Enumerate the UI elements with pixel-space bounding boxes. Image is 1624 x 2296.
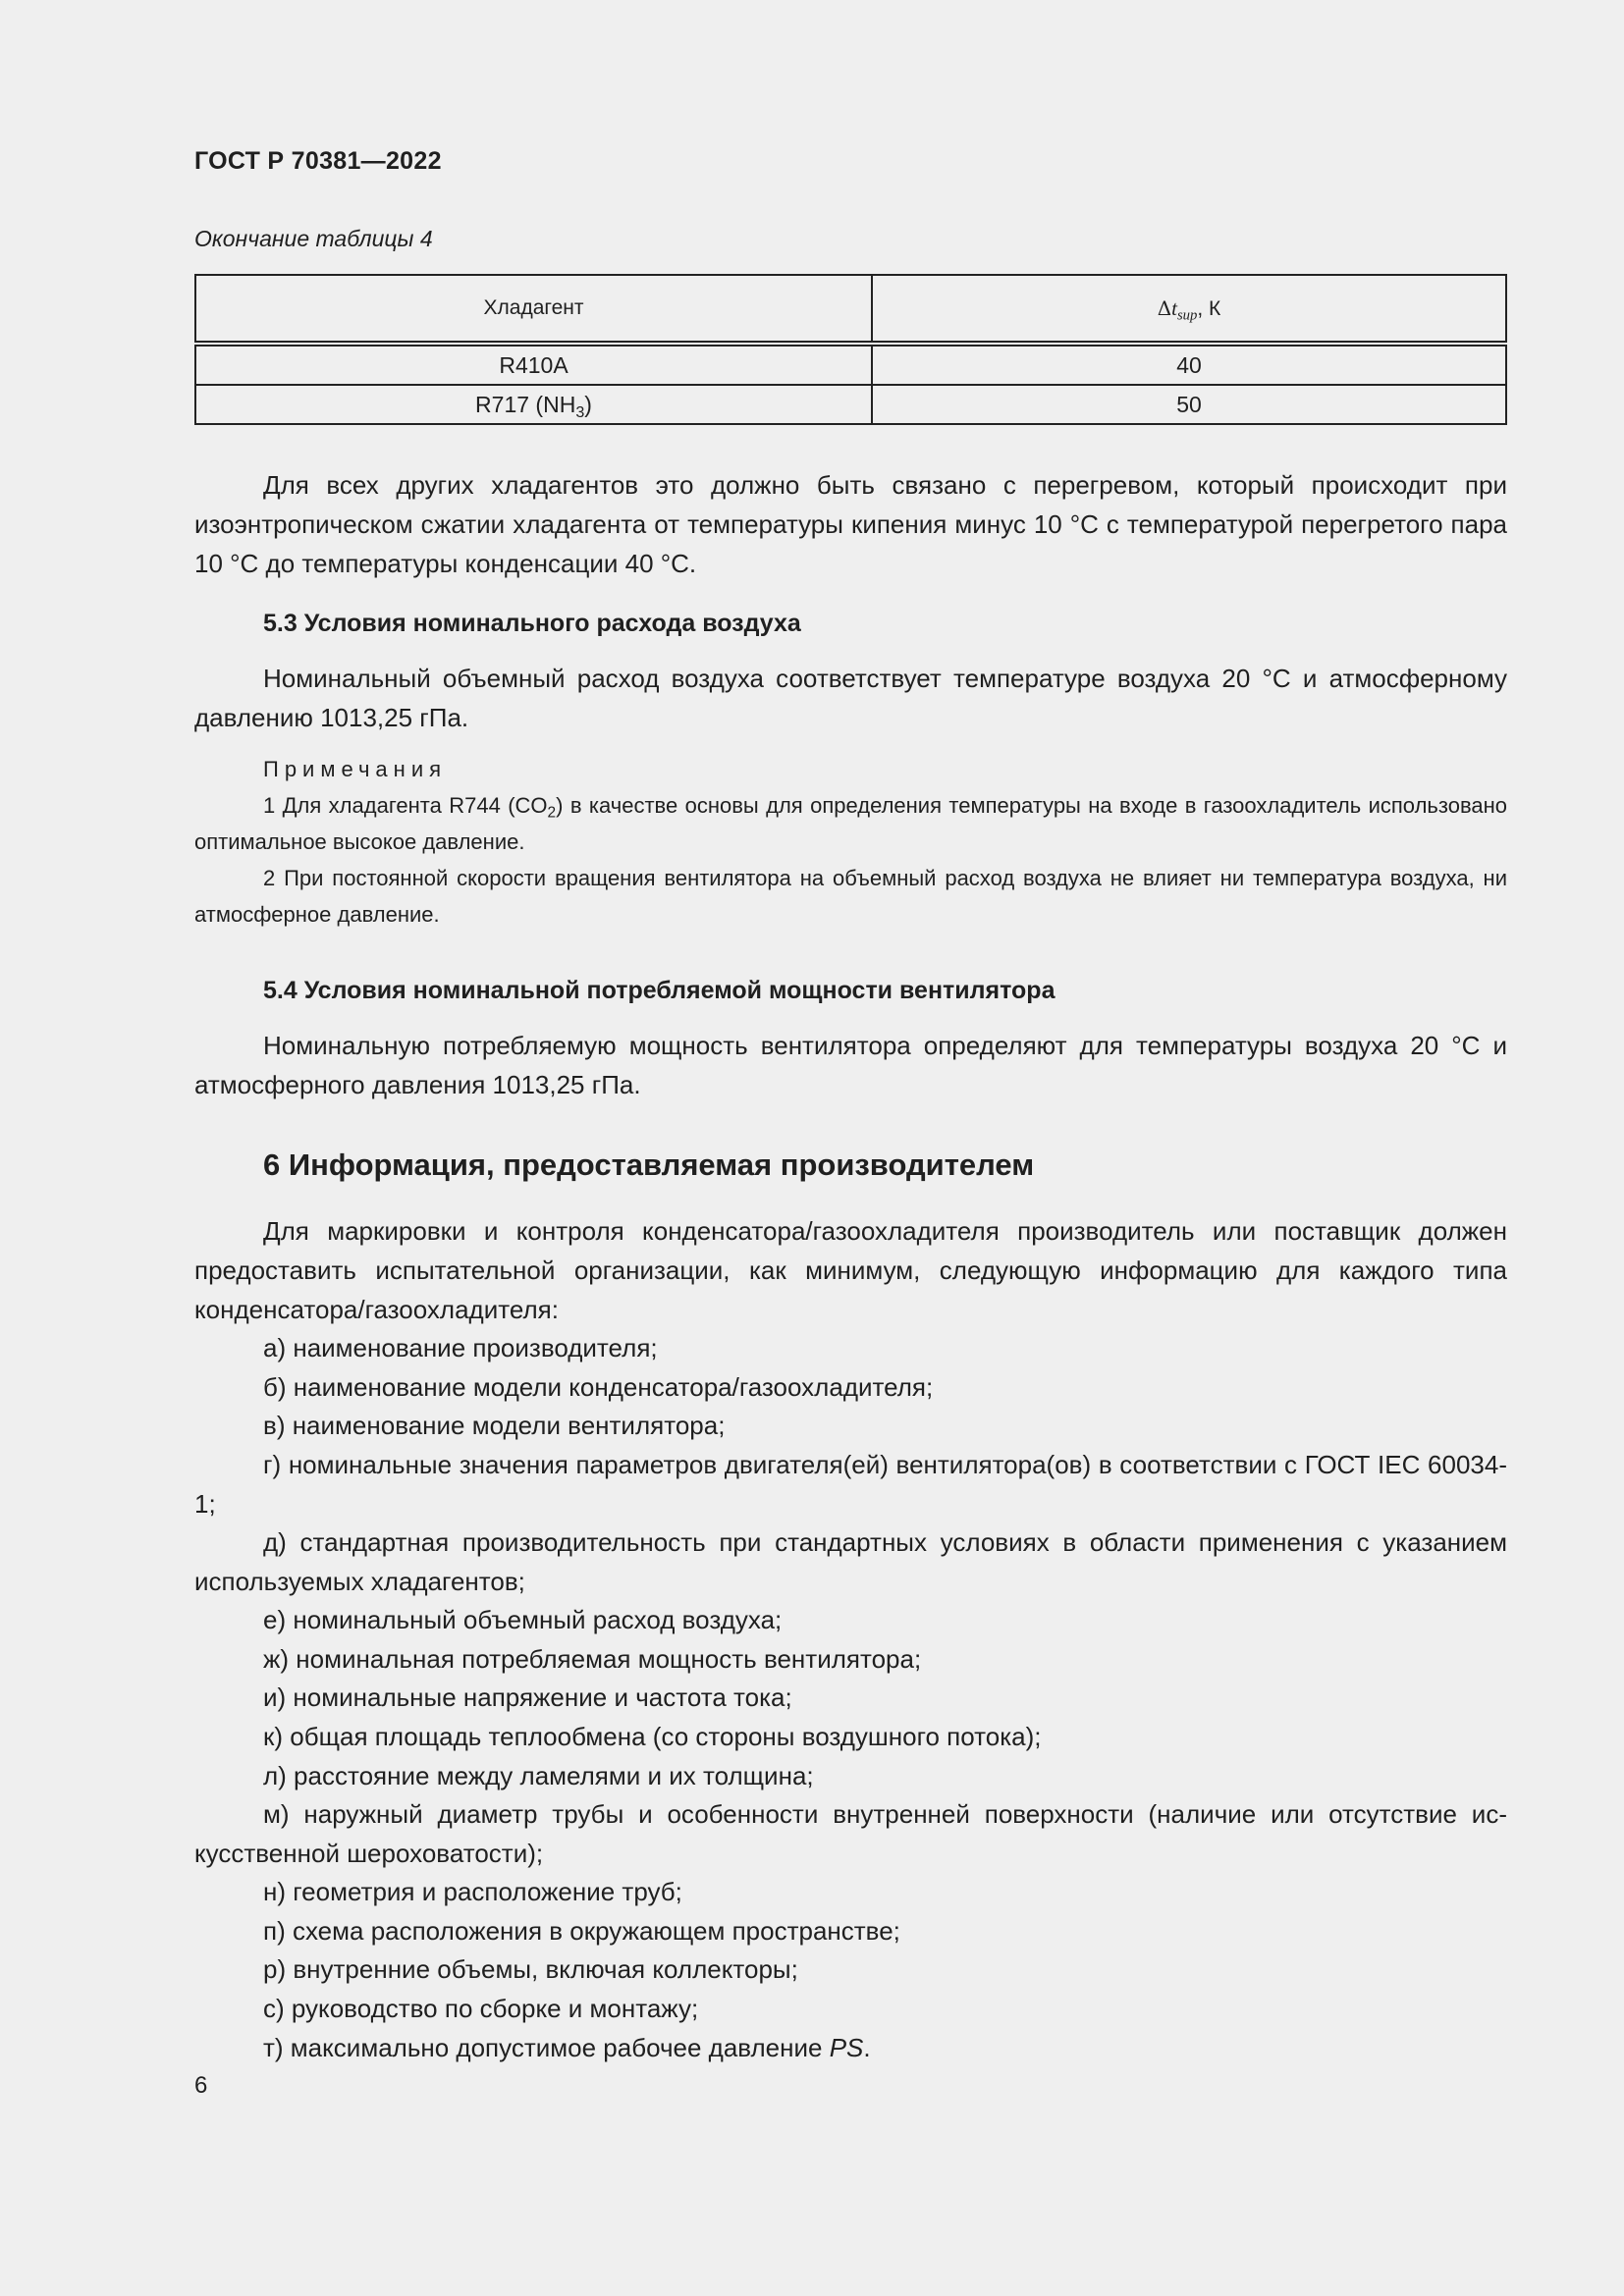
cell-refrigerant: R717 $(NH_3)$ [195,385,872,424]
section-6-title: 6 Информация, предоставляемая производителем [263,1148,1035,1182]
table-4 [194,274,1507,425]
cell-value: 40 [872,344,1506,385]
table-row [195,385,1506,424]
paragraph-other-refrigerants: Для всех других хладагентов это должно быть связано с перегревом, который происходит при изоэнтропическом сжатии хладагента от температуры кипения минус 10 °С с температурой перегретого пара 10 °С до температуры конденсации 40 °С. [194,470,1507,578]
section-5-4-title: 5.4 Условия номинальной потребляемой мощности вентилятора [263,977,1056,1004]
table-caption: Окончание таблицы 4 [194,226,433,251]
list-item: с) руководство по сборке и монтажу; [263,1994,699,2023]
list-item: и) номинальные напряжение и частота тока; [263,1682,792,1712]
list-item: л) расстояние между ламелями и их толщина; [263,1761,814,1790]
list-item: ж) номинальная потребляемая мощность вентилятора; [263,1644,922,1674]
table-header-row [195,275,1506,344]
table-row [195,344,1506,385]
page-number: 6 [194,2072,208,2099]
list-item: п) схема расположения в окружающем пространстве; [263,1916,900,1946]
list-item: м) наружный диаметр трубы и особенности внутренней поверхности (наличие или отсутствие искусственной шероховатости); [194,1799,1507,1868]
section-5-3-title: 5.3 Условия номинального расхода воздуха [263,610,801,637]
note-2: 2 При постоянной скорости вращения вентилятора на объемный расход воздуха не влияет ни температура воздуха, ни атмосферное давление. [194,866,1507,927]
list-item: е) номинальный объемный расход воздуха; [263,1605,783,1634]
list-item: г) номинальные значения параметров двигателя(ей) вентилятора(ов) в соответствии с ГОСТ IEC 60034-1; [194,1450,1507,1519]
list-item: к) общая площадь теплообмена (со стороны воздушного потока); [263,1722,1042,1751]
list-item: т) максимально допустимое рабочее давление PS. [263,2033,871,2062]
cell-refrigerant: R410A [195,344,872,385]
list-item: д) стандартная производительность при стандартных условиях в области применения с указанием используемых хладагентов; [194,1527,1507,1596]
section-5-4-text: Номинальную потребляемую мощность вентилятора определяют для температуры воздуха 20 °С и атмосферного давления 1013,25 гПа. [194,1031,1507,1099]
section-6-intro: Для маркировки и контроля конденсатора/газоохладителя производитель или поставщик должен предоставить испытательной организации, как минимум, следующую информацию для каждого типа конденсатора/газоохладителя: [194,1216,1507,1324]
list-item: н) геометрия и расположение труб; [263,1877,682,1906]
list-item: в) наименование модели вентилятора; [263,1411,726,1440]
list-item: б) наименование модели конденсатора/газоохладителя; [263,1372,934,1402]
note-1: 1 Для хладагента R744 $(CO_2)$ в качестве основы для определения температуры на входе в газоохладитель использовано оптимальное высокое давление. [194,793,1507,854]
notes-title: Примечания [263,757,448,781]
list-item: а) наименование производителя; [263,1333,658,1362]
cell-value: 50 [872,385,1506,424]
header-delta-t-sup: $\Delta t_{sup}$, К [872,275,1506,344]
document-code: ГОСТ Р 70381—2022 [194,147,442,175]
section-5-3-text: Номинальный объемный расход воздуха соответствует температуре воздуха 20 °С и атмосферному давлению 1013,25 гПа. [194,664,1507,732]
list-item: р) внутренние объемы, включая коллекторы; [263,1954,798,1984]
header-refrigerant: Хладагент [195,275,872,344]
